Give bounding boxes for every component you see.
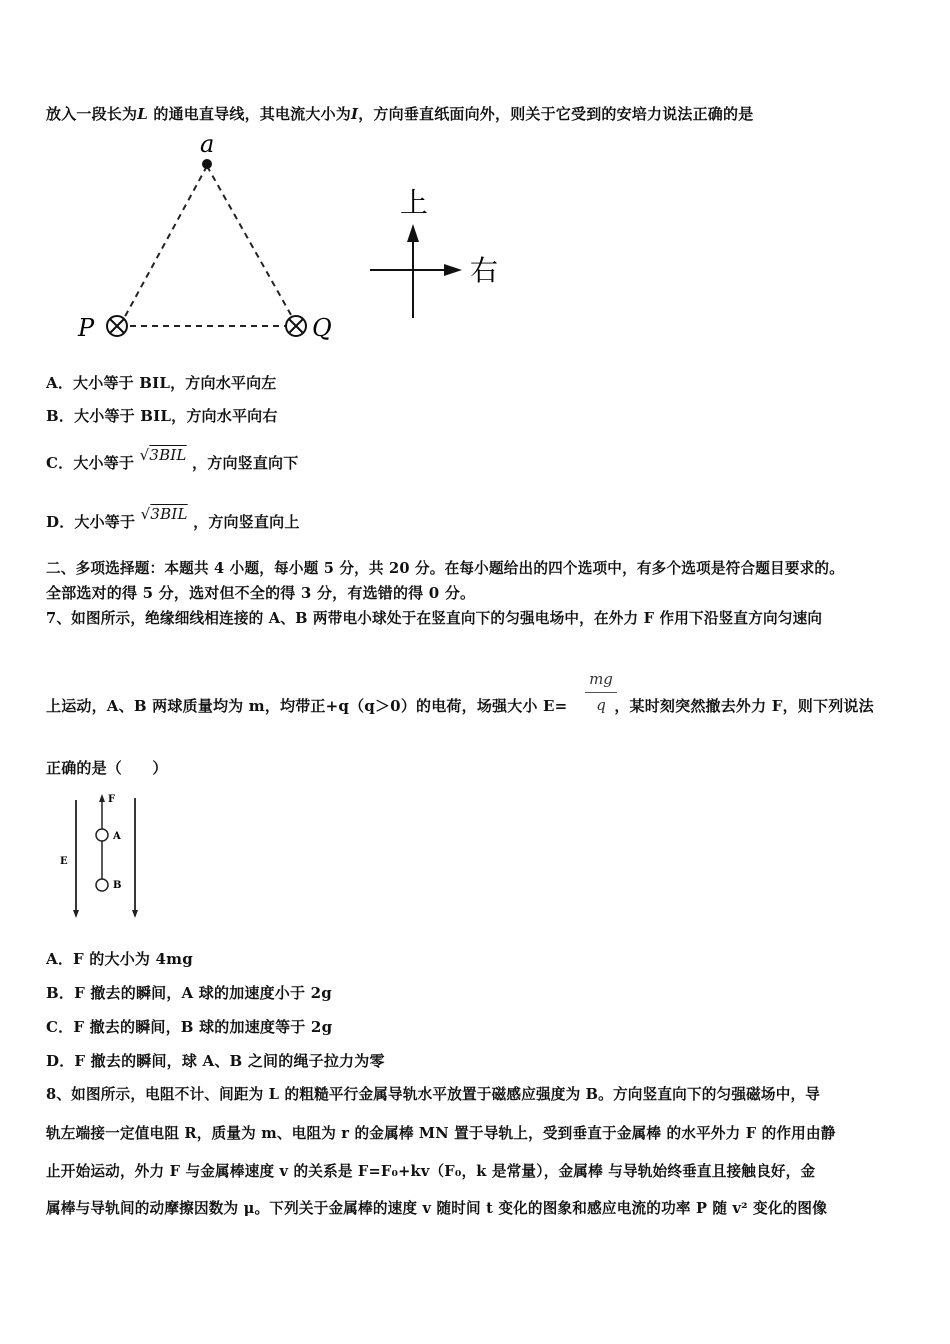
- q6-option-b: B．大小等于 BIL，方向水平向右: [46, 407, 278, 425]
- triangle-side-right: [207, 166, 295, 322]
- figure-balls-field: [50, 788, 170, 923]
- q6-option-c-suffix: ，方向竖直向下: [192, 454, 299, 472]
- label-p: P: [78, 314, 95, 342]
- arrow-right-icon: [444, 264, 462, 276]
- q6-option-d-prefix: D．大小等于: [46, 513, 136, 531]
- fig-label-f: F: [108, 794, 116, 805]
- q7-option-a: A．F 的大小为 4mg: [46, 950, 193, 968]
- q8-line2: 轨左端接一定值电阻 R，质量为 m、电阻为 r 的金属棒 MN 置于导轨上，受到垂直于金属棒 的水平外力 F 的作用由静: [46, 1125, 836, 1142]
- current-into-page-q-icon: [286, 316, 306, 336]
- q6-option-d: [46, 505, 300, 532]
- intro-line: [46, 103, 753, 124]
- figure-triangle: [70, 130, 510, 355]
- intro-var-i: I: [350, 105, 359, 123]
- intro-text-3: ，方向垂直纸面向外，则关于它受到的安培力说法正确的是: [358, 105, 754, 123]
- q6-option-a: A．大小等于 BIL，方向水平向左: [46, 374, 277, 392]
- fraction-denominator: q: [596, 696, 606, 714]
- field-arrow-right-icon: [132, 910, 138, 918]
- label-a: a: [200, 130, 215, 158]
- fig-label-a: A: [113, 831, 121, 842]
- q8-line1: 8、如图所示，电阻不计、间距为 L 的粗糙平行金属导轨水平放置于磁感应强度为 B。方向竖直向下的匀强磁场中，导: [46, 1086, 821, 1103]
- q7-option-d: D．F 撤去的瞬间，球 A、B 之间的绳子拉力为零: [46, 1052, 385, 1070]
- q8-line3: 止开始运动，外力 F 与金属棒速度 v 的关系是 F=F₀+kv（F₀，k 是常量），金属棒 与导轨始终垂直且接触良好，金: [46, 1163, 816, 1180]
- sqrt-expression-c: √3BIL: [139, 446, 187, 464]
- intro-text-1: 放入一段长为: [46, 105, 138, 123]
- q7-option-b: B．F 撤去的瞬间，A 球的加速度小于 2g: [46, 984, 332, 1002]
- current-into-page-p-icon: [107, 316, 127, 336]
- section2-line2: 全部选对的得 5 分，选对但不全的得 3 分，有选错的得 0 分。: [46, 584, 476, 602]
- intro-text-2: 的通电直导线，其电流大小为: [147, 105, 351, 123]
- q8-line4: 属棒与导轨间的动摩擦因数为 μ。下列关于金属棒的速度 v 随时间 t 变化的图象和感应电流的功率 P 随 v² 变化的图像: [46, 1200, 827, 1217]
- intro-var-l: L: [137, 105, 148, 123]
- q7-line2-suffix: ，某时刻突然撤去外力 F，则下列说法: [614, 697, 874, 715]
- section2-line1: 二、多项选择题：本题共 4 小题，每小题 5 分，共 20 分。在每小题给出的四个选项中，有多个选项是符合题目要求的。: [46, 560, 844, 577]
- q7-option-c: C．F 撤去的瞬间，B 球的加速度等于 2g: [46, 1018, 333, 1036]
- fraction-bar: [585, 692, 617, 693]
- q6-option-c: [46, 446, 299, 473]
- sqrt-radicand-d: 3BIL: [150, 505, 188, 523]
- force-arrow-icon: [99, 794, 105, 802]
- fraction-numerator: mg: [589, 670, 613, 688]
- q7-line3: 正确的是（ ）: [46, 759, 168, 777]
- sqrt-radicand-c: 3BIL: [149, 446, 187, 464]
- field-arrow-left-icon: [73, 910, 79, 918]
- fig-label-b: B: [113, 880, 122, 891]
- q6-option-d-suffix: ，方向竖直向上: [193, 513, 300, 531]
- ball-a: [96, 829, 108, 841]
- fig-label-e: E: [60, 856, 68, 867]
- arrow-up-icon: [407, 224, 419, 242]
- label-q: Q: [312, 314, 332, 342]
- point-a-dot: [202, 159, 212, 169]
- triangle-side-left: [122, 166, 207, 322]
- label-up: 上: [400, 186, 429, 219]
- q7-line2: [46, 695, 874, 716]
- q6-option-c-prefix: C．大小等于: [46, 454, 135, 472]
- label-right: 右: [470, 254, 499, 287]
- ball-b: [96, 879, 108, 891]
- sqrt-expression-d: √3BIL: [140, 505, 188, 523]
- q7-line2-prefix: 上运动，A、B 两球质量均为 m，均带正+q（q＞0）的电荷，场强大小 E=: [46, 697, 568, 715]
- q7-line1: 7、如图所示，绝缘细线相连接的 A、B 两带电小球处于在竖直向下的匀强电场中，在外力 F 作用下沿竖直方向匀速向: [46, 610, 823, 627]
